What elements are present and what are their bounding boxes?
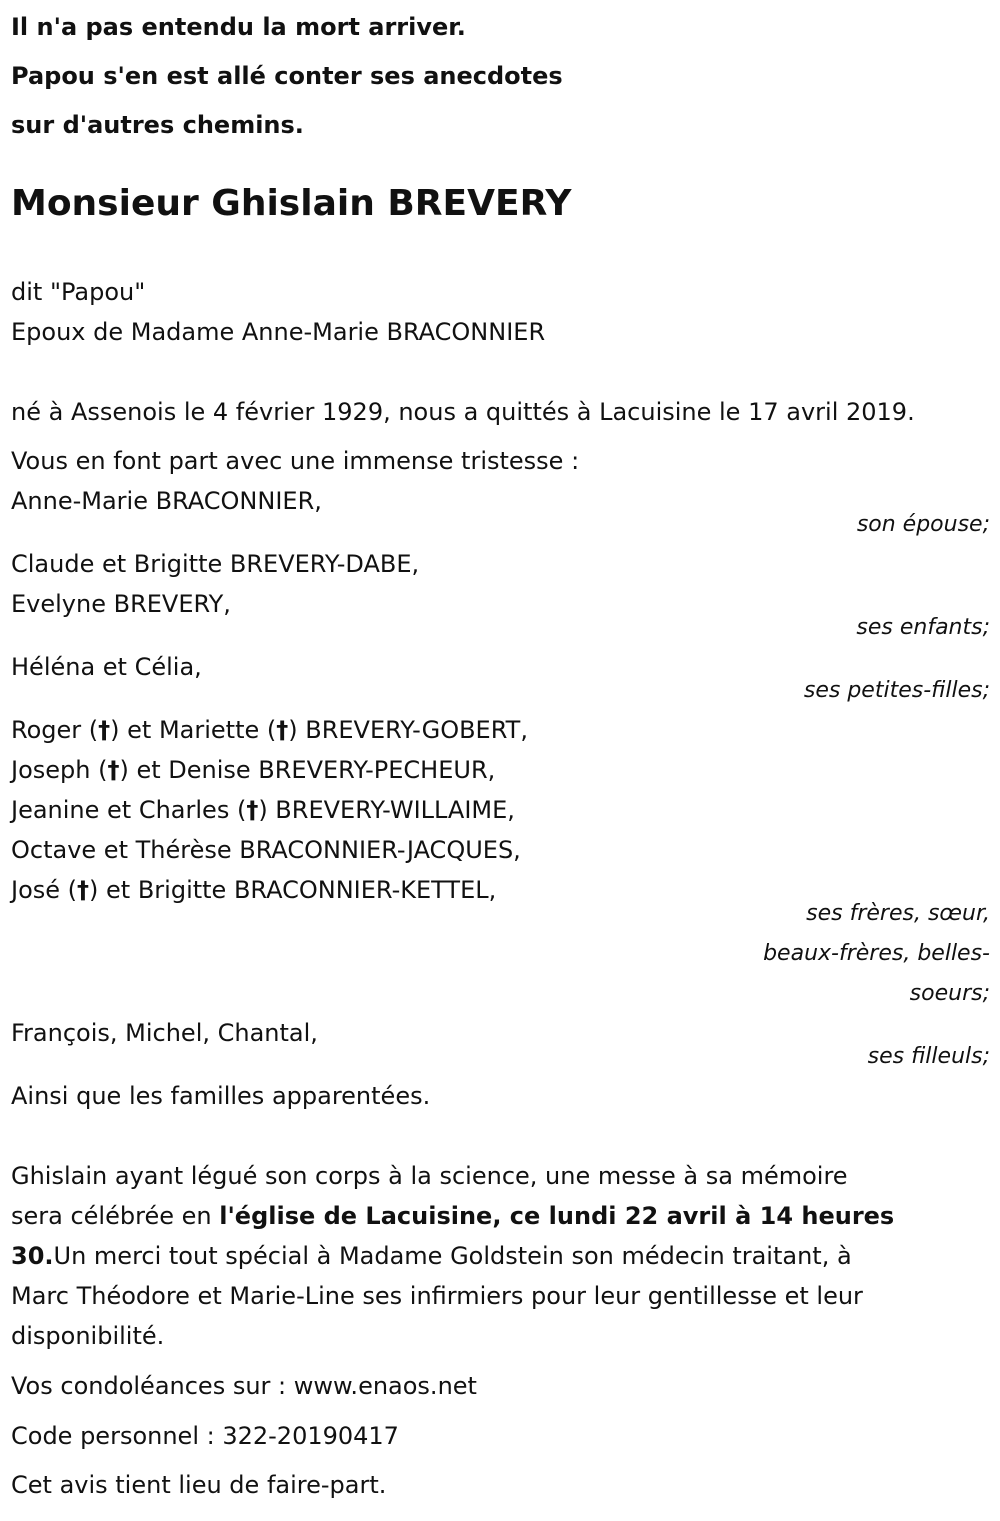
spouse-name: Anne-Marie BRACONNIER,	[11, 487, 322, 515]
cross-icon: †	[276, 716, 289, 744]
child-2: Evelyne BREVERY,	[11, 590, 231, 618]
nickname: dit "Papou"	[11, 278, 146, 306]
sibling-line-5: José (†) et Brigitte BRACONNIER-KETTEL,	[11, 876, 497, 904]
siblings-role-3: soeurs;	[909, 981, 990, 1006]
child-1: Claude et Brigitte BREVERY-DABE,	[11, 550, 420, 578]
godchildren: François, Michel, Chantal,	[11, 1019, 318, 1047]
related-families: Ainsi que les familles apparentées.	[11, 1082, 431, 1110]
sibling-line-1: Roger (†) et Mariette (†) BREVERY-GOBERT,	[11, 716, 528, 744]
granddaughters-role: ses petites-filles;	[803, 678, 990, 703]
deceased-name: Monsieur Ghislain BREVERY	[11, 183, 572, 224]
cross-icon: †	[98, 716, 111, 744]
siblings-role-2: beaux-frères, belles-	[763, 941, 990, 966]
sibling-line-2: Joseph (†) et Denise BREVERY-PECHEUR,	[11, 756, 496, 784]
cross-icon: †	[77, 876, 90, 904]
condolences: Vos condoléances sur : www.enaos.net	[11, 1372, 477, 1400]
ceremony-line-5: disponibilité.	[11, 1322, 165, 1350]
quote-line-2: Papou s'en est allé conter ses anecdotes	[11, 62, 563, 90]
ceremony-line-3: 30.Un merci tout spécial à Madame Goldstein son médecin traitant, à	[11, 1242, 852, 1270]
spouse-role: son épouse;	[856, 512, 990, 537]
personal-code: Code personnel : 322-20190417	[11, 1422, 399, 1450]
cross-icon: †	[246, 796, 259, 824]
godchildren-role: ses filleuls;	[867, 1044, 990, 1069]
sibling-line-4: Octave et Thérèse BRACONNIER-JACQUES,	[11, 836, 521, 864]
cross-icon: †	[107, 756, 120, 784]
ceremony-line-4: Marc Théodore et Marie-Line ses infirmiers pour leur gentillesse et leur	[11, 1282, 863, 1310]
ceremony-line-1: Ghislain ayant légué son corps à la science, une messe à sa mémoire	[11, 1162, 848, 1190]
children-role: ses enfants;	[856, 615, 990, 640]
notice: Cet avis tient lieu de faire-part.	[11, 1471, 387, 1499]
quote-line-1: Il n'a pas entendu la mort arriver.	[11, 13, 466, 41]
siblings-role-1: ses frères, sœur,	[806, 901, 990, 926]
announce-intro: Vous en font part avec une immense tristesse :	[11, 447, 580, 475]
ceremony-line-2: sera célébrée en l'église de Lacuisine, ce lundi 22 avril à 14 heures	[11, 1202, 895, 1230]
birth-death: né à Assenois le 4 février 1929, nous a quittés à Lacuisine le 17 avril 2019.	[11, 398, 915, 426]
spouse-line: Epoux de Madame Anne-Marie BRACONNIER	[11, 318, 546, 346]
quote-line-3: sur d'autres chemins.	[11, 111, 304, 139]
sibling-line-3: Jeanine et Charles (†) BREVERY-WILLAIME,	[11, 796, 515, 824]
granddaughters: Héléna et Célia,	[11, 653, 202, 681]
